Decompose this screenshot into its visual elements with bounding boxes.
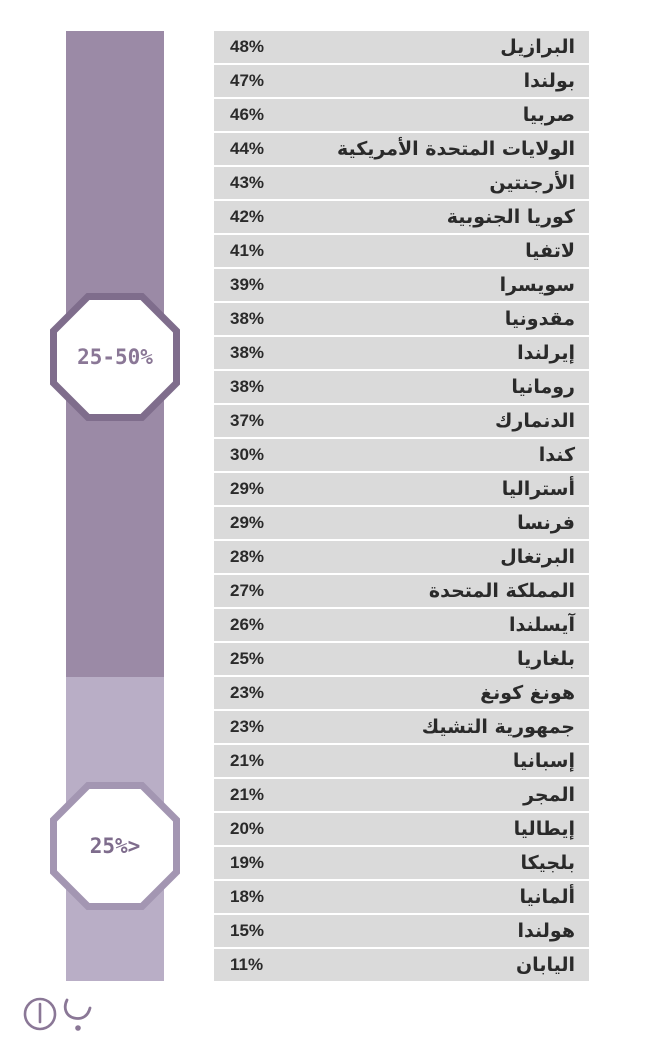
table-row <box>214 677 589 711</box>
brand-logo-icon <box>18 994 104 1036</box>
table-row <box>214 949 589 983</box>
table-row <box>214 881 589 915</box>
country-name: اليابان <box>515 954 575 976</box>
table-row <box>214 643 589 677</box>
country-name: كندا <box>538 444 575 466</box>
country-name: فرنسا <box>517 512 575 534</box>
country-name: رومانيا <box>511 376 575 398</box>
percentage-value: 41% <box>230 241 265 260</box>
country-name: البرازيل <box>500 36 575 58</box>
percentage-value: 44% <box>230 139 265 158</box>
country-name: الأرجنتين <box>489 172 575 194</box>
country-name: البرتغال <box>500 546 575 568</box>
table-row <box>214 813 589 847</box>
table-row <box>214 915 589 949</box>
country-name: لاتفيا <box>525 240 575 262</box>
table-row <box>214 201 589 235</box>
group-label: 25%> <box>89 833 141 858</box>
table-row <box>214 65 589 99</box>
percentage-value: 27% <box>230 581 265 600</box>
percentage-value: 11% <box>230 955 264 974</box>
percentage-value: 46% <box>230 105 265 124</box>
table-row <box>214 779 589 813</box>
table-row <box>214 847 589 881</box>
table-row <box>214 575 589 609</box>
table-row <box>214 405 589 439</box>
percentage-value: 47% <box>230 71 265 90</box>
table-row <box>214 235 589 269</box>
percentage-value: 20% <box>230 819 265 838</box>
table-row <box>214 167 589 201</box>
country-name: المملكة المتحدة <box>428 580 575 602</box>
country-name: صربيا <box>522 104 575 126</box>
percentage-value: 21% <box>230 785 265 804</box>
table-row <box>214 507 589 541</box>
table-row <box>214 439 589 473</box>
percentage-value: 48% <box>230 37 265 56</box>
percentage-value: 18% <box>230 887 265 906</box>
country-name: بلغاريا <box>517 648 575 670</box>
percentage-value: 29% <box>230 513 265 532</box>
group-marker <box>50 293 180 421</box>
country-name: مقدونيا <box>504 308 575 330</box>
country-name: إيرلندا <box>517 342 575 364</box>
table-row <box>214 303 589 337</box>
percentage-value: 25% <box>230 649 265 668</box>
country-name: الدنمارك <box>495 410 575 432</box>
percentage-value: 38% <box>230 309 265 328</box>
percentage-value: 38% <box>230 377 265 396</box>
percentage-value: 37% <box>230 411 265 430</box>
country-name: بولندا <box>523 70 575 92</box>
percentage-value: 42% <box>230 207 265 226</box>
table-row <box>214 711 589 745</box>
percentage-value: 23% <box>230 717 265 736</box>
country-name: آيسلندا <box>509 614 575 636</box>
table-row <box>214 745 589 779</box>
table-row <box>214 541 589 575</box>
percentage-value: 38% <box>230 343 265 362</box>
country-name: الولايات المتحدة الأمريكية <box>336 138 575 160</box>
country-name: المجر <box>523 784 575 806</box>
country-name: بلجيكا <box>520 852 575 874</box>
percentage-value: 15% <box>230 921 265 940</box>
percentage-value: 29% <box>230 479 265 498</box>
country-name: إسبانيا <box>512 750 575 772</box>
percentage-value: 26% <box>230 615 265 634</box>
percentage-value: 19% <box>230 853 265 872</box>
country-name: جمهورية التشيك <box>421 716 575 738</box>
country-name: ألمانيا <box>519 886 575 908</box>
table-row <box>214 99 589 133</box>
percentage-value: 39% <box>230 275 265 294</box>
country-name: إيطاليا <box>513 818 575 840</box>
table-row <box>214 337 589 371</box>
data-table <box>214 31 589 974</box>
country-name: هونغ كونغ <box>480 682 575 704</box>
group-label: 25-50% <box>77 345 153 370</box>
percentage-value: 30% <box>230 445 265 464</box>
table-row <box>214 269 589 303</box>
percentage-value: 28% <box>230 547 265 566</box>
table-row <box>214 473 589 507</box>
table-row <box>214 133 589 167</box>
table-row <box>214 371 589 405</box>
percentage-value: 21% <box>230 751 265 770</box>
table-row <box>214 31 589 65</box>
country-name: أستراليا <box>501 478 575 500</box>
percentage-value: 23% <box>230 683 265 702</box>
table-row <box>214 609 589 643</box>
percentage-value: 43% <box>230 173 265 192</box>
country-name: كوريا الجنوبية <box>446 206 575 228</box>
group-marker <box>50 782 180 910</box>
country-name: هولندا <box>517 920 575 942</box>
country-name: سويسرا <box>499 274 575 296</box>
